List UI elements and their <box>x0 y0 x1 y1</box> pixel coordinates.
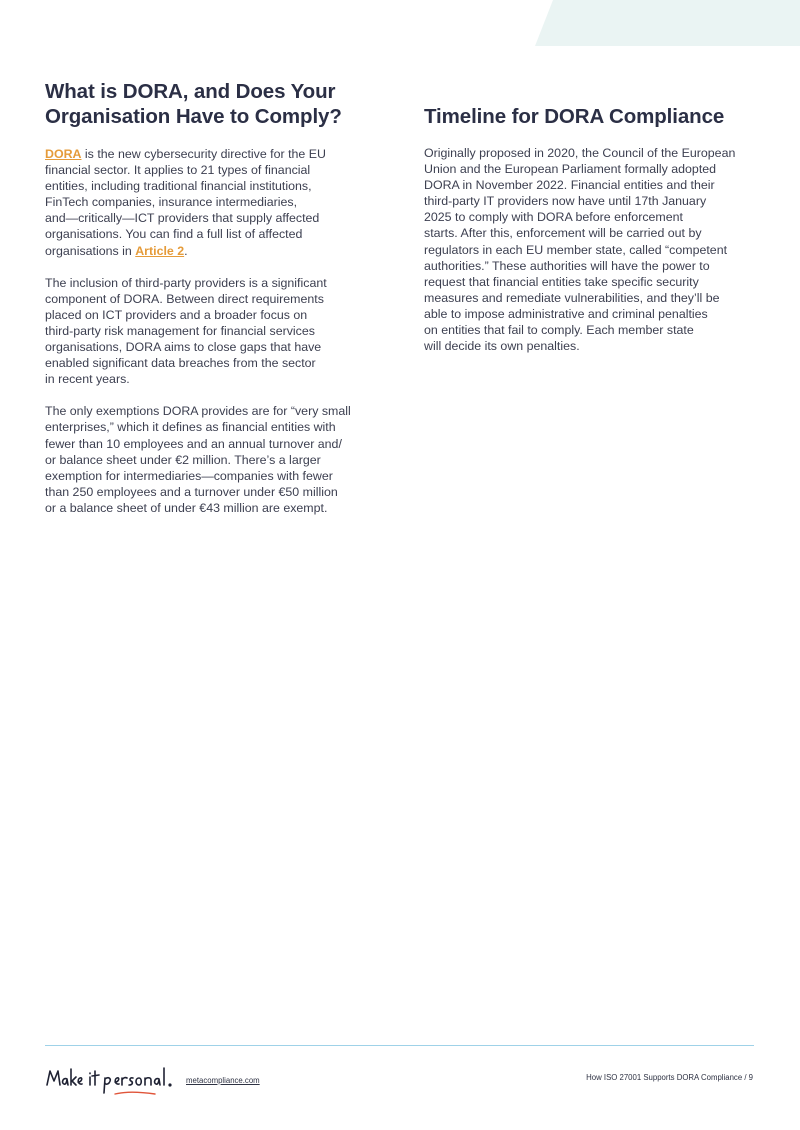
paragraph-line: than 250 employees and a turnover under €50 million <box>45 484 338 499</box>
text-span: organisations in <box>45 243 136 258</box>
paragraph-line: on entities that fail to comply. Each member state <box>424 323 694 338</box>
paragraph-line: or balance sheet under €2 million. There’s a larger <box>45 452 321 467</box>
paragraph-line: enterprises,” which it defines as financial entities with <box>45 420 336 435</box>
paragraph-line: able to impose administrative and criminal penalties <box>424 306 708 321</box>
footer-document-title-page-number: How ISO 27001 Supports DORA Compliance / 9 <box>586 1073 753 1082</box>
paragraph-line: Union and the European Parliament formally adopted <box>424 162 717 177</box>
paragraph-dora-overview <box>45 146 380 259</box>
paragraph-line: 2025 to comply with DORA before enforcement <box>424 210 683 225</box>
paragraph-line: fewer than 10 employees and an annual turnover and/ <box>45 436 342 451</box>
paragraph-timeline <box>424 145 764 354</box>
heading-line: Organisation Have to Comply? <box>45 105 342 128</box>
paragraph-line: and—critically—ICT providers that supply affected <box>45 211 320 226</box>
paragraph-line: measures and remediate vulnerabilities, and they’ll be <box>424 290 720 305</box>
section-heading-what-is-dora <box>45 79 380 129</box>
dora-link[interactable]: DORA <box>45 147 82 161</box>
paragraph-line: third-party risk management for financial services <box>45 323 315 338</box>
paragraph-line: organisations. You can find a full list of affected <box>45 227 303 242</box>
paragraph-line: financial sector. It applies to 21 types of financial <box>45 163 311 178</box>
paragraph-line: The inclusion of third-party providers is a significant <box>45 275 327 290</box>
paragraph-line: exemption for intermediaries—companies with fewer <box>45 468 333 483</box>
paragraph-gap <box>45 387 380 403</box>
make-it-personal-logo-icon <box>45 1063 175 1099</box>
paragraph-line: Originally proposed in 2020, the Council of the European <box>424 146 736 160</box>
paragraph-line: organisations, DORA aims to close gaps that have <box>45 340 322 355</box>
article-2-link[interactable]: Article 2 <box>135 243 185 258</box>
paragraph-exemptions <box>45 403 380 516</box>
paragraph-line <box>45 243 380 259</box>
right-column <box>424 79 764 354</box>
paragraph-third-party <box>45 275 380 388</box>
paragraph-line: or a balance sheet of under €43 million are exempt. <box>45 500 328 515</box>
paragraph-line: FinTech companies, insurance intermediaries, <box>45 195 298 210</box>
heading-line: What is DORA, and Does Your <box>45 80 336 103</box>
paragraph-line: regulators in each EU member state, called “competent <box>424 242 728 257</box>
paragraph-line: third-party IT providers now have until 17th January <box>424 194 707 209</box>
paragraph-line: request that financial entities take specific security <box>424 274 699 289</box>
paragraph-gap <box>45 259 380 275</box>
paragraph-line: component of DORA. Between direct requirements <box>45 291 324 306</box>
section-heading-timeline: Timeline for DORA Compliance <box>424 105 725 128</box>
paragraph-line: placed on ICT providers and a broader focus on <box>45 307 308 322</box>
paragraph-line: starts. After this, enforcement will be carried out by <box>424 226 702 241</box>
text-span: is the new cybersecurity directive for the EU <box>81 147 326 161</box>
paragraph-line: enabled significant data breaches from the sector <box>45 356 316 371</box>
decorative-corner-shape <box>535 0 800 46</box>
footer-divider <box>45 1045 754 1046</box>
left-column <box>45 79 380 516</box>
text-span: . <box>184 243 188 258</box>
footer-website-link[interactable]: metacompliance.com <box>186 1076 260 1085</box>
paragraph-line: will decide its own penalties. <box>424 339 580 354</box>
paragraph-line: authorities.” These authorities will have the power to <box>424 258 710 273</box>
paragraph-line: in recent years. <box>45 372 130 387</box>
paragraph-line: DORA in November 2022. Financial entities and their <box>424 178 715 193</box>
paragraph-line <box>45 146 380 162</box>
paragraph-line: entities, including traditional financial institutions, <box>45 179 312 194</box>
paragraph-line: The only exemptions DORA provides are for “very small <box>45 404 351 419</box>
